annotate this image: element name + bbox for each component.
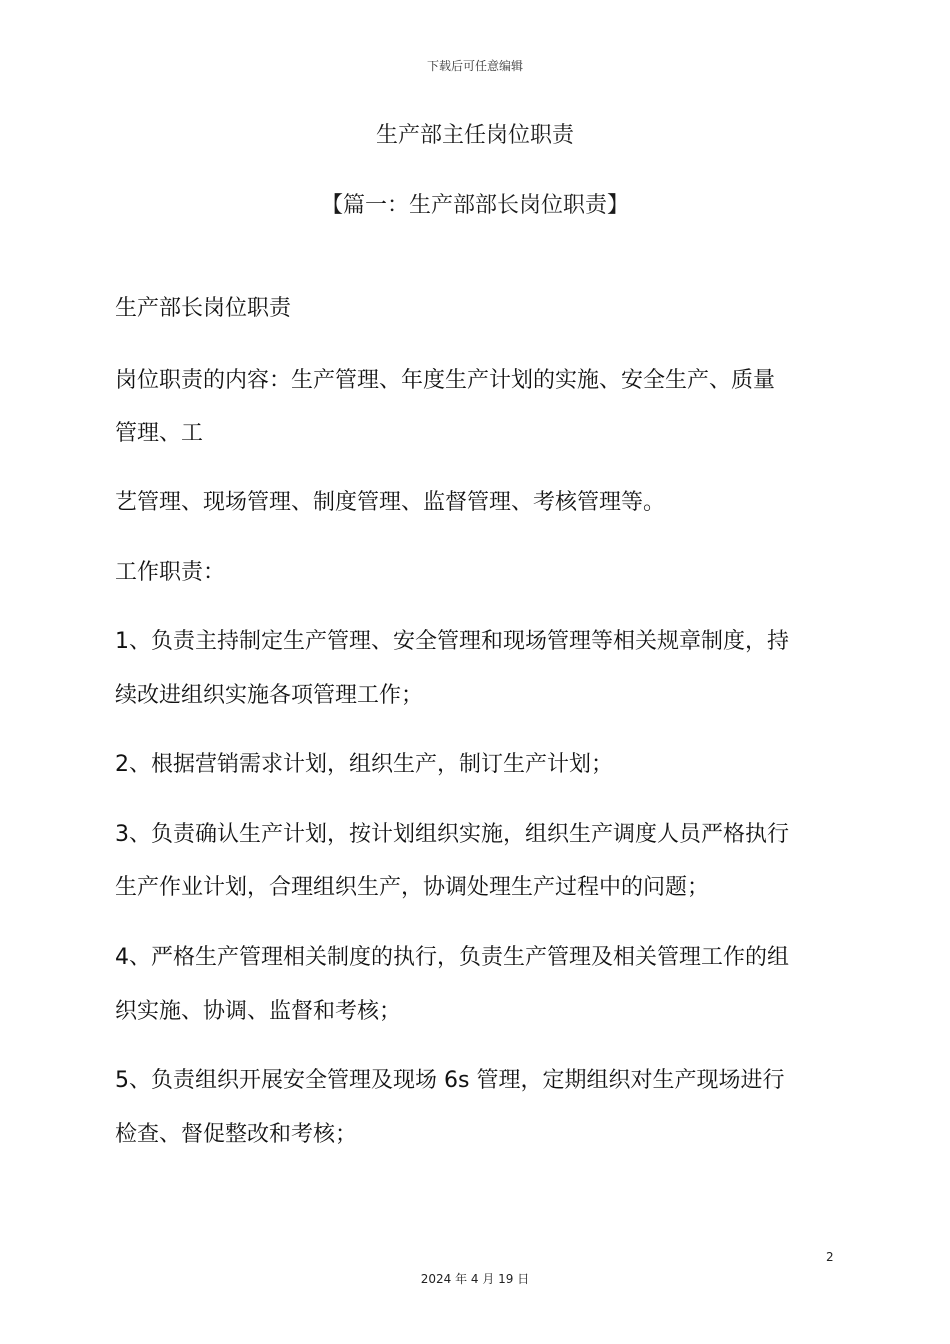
list-item-continuation: 检查、督促整改和考核；	[115, 1122, 358, 1147]
list-item: 4、严格生产管理相关制度的执行，负责生产管理及相关管理工作的组	[115, 945, 789, 970]
list-item: 2、根据营销需求计划，组织生产，制订生产计划；	[115, 752, 613, 777]
footer-date: 2024 年 4 月 19 日	[420, 1272, 530, 1286]
section-heading: 生产部长岗位职责	[115, 296, 292, 321]
list-item-continuation: 生产作业计划，合理组织生产，协调处理生产过程中的问题；	[115, 875, 710, 900]
list-item: 5、负责组织开展安全管理及现场 6s 管理，定期组织对生产现场进行	[115, 1068, 785, 1093]
list-item-continuation: 织实施、协调、监督和考核；	[115, 999, 402, 1024]
list-item: 3、负责确认生产计划，按计划组织实施，组织生产调度人员严格执行	[115, 822, 789, 847]
body-line: 管理、工	[115, 421, 204, 446]
list-item: 1、负责主持制定生产管理、安全管理和现场管理等相关规章制度，持	[115, 629, 789, 654]
header-note: 下载后可任意编辑	[426, 59, 523, 73]
list-item-continuation: 续改进组织实施各项管理工作；	[115, 683, 424, 708]
body-line: 岗位职责的内容：生产管理、年度生产计划的实施、安全生产、质量	[115, 368, 776, 393]
body-line: 工作职责：	[115, 560, 226, 585]
document-title: 生产部主任岗位职责	[375, 123, 574, 148]
body-line: 艺管理、现场管理、制度管理、监督管理、考核管理等。	[115, 490, 666, 515]
page-number: 2	[826, 1250, 834, 1264]
document-subtitle: 【篇一：生产部部长岗位职责】	[320, 193, 629, 218]
